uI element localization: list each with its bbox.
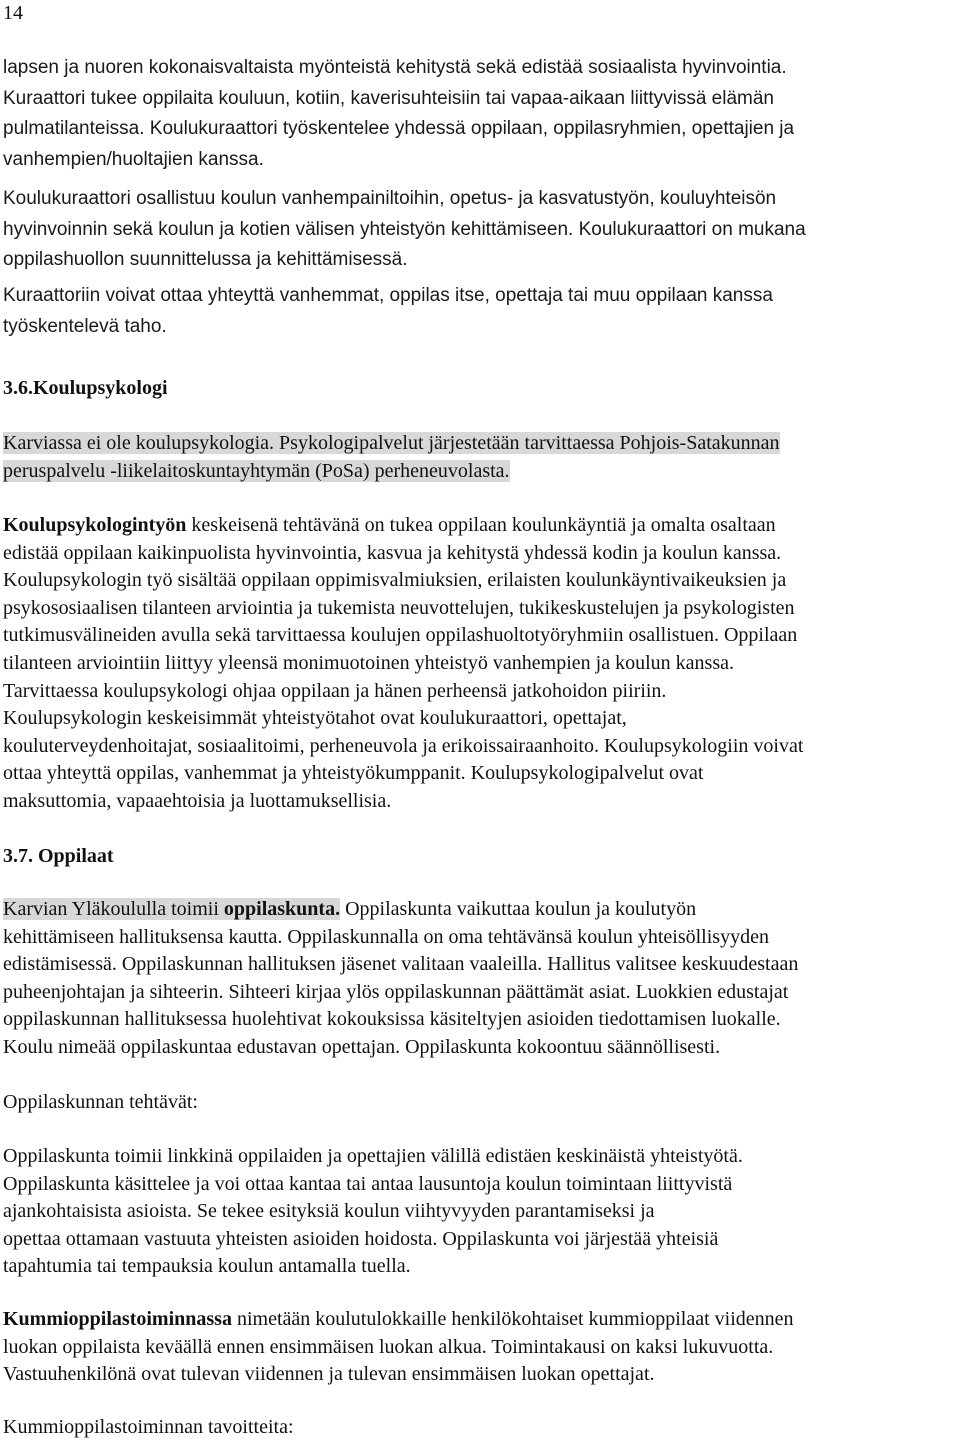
oppilaskunta-tasks-paragraph: Oppilaskunta toimii linkkinä oppilaiden ja opettajien välillä edistäen keskinäistä yhteistyötä. Oppilaskunta käsittelee ja voi ottaa kantaa tai antaa lausuntoja koulun toimintaan liittyvistä ajankohtaisista asioista. Se tekee esityksiä koulun viihtyvyyden parantamiseksi ja opettaa ottamaan vastuuta yhteisten asioiden hoidosta. Oppilaskunta voi järjestää yhteisiä tapahtumia tai tempauksia koulun antamalla tuella. <box>3 1145 743 1278</box>
kummioppilas-paragraph: Kummioppilastoiminnassa nimetään koulutulokkaille henkilökohtaiset kummioppilaat viidennen luokan oppilaista keväällä ennen ensimmäisen luokan alkua. Toimintakausi on kaksi lukuvuotta. Vastuuhenkilönä ovat tulevan viidennen ja tulevan ensimmäisen luokan opettajat. <box>3 1308 794 1386</box>
oppilaskunta-paragraph: Karvian Yläkoululla toimii oppilaskunta. Oppilaskunta vaikuttaa koulun ja koulutyön kehittämiseen hallituksensa kautta. Oppilaskunnalla on oma tehtävänsä koulun yhteisöllisyyden edistämisessä. Oppilaskunnan hallituksen jäsenet valitaan vaaleilla. Hallitus valitsee keskuudestaan puheenjohtajan ja sihteerin. Sihteeri kirjaa ylös oppilaskunnan päättämät asiat. Luokkien edustajat oppilaskunnan hallituksessa huolehtivat kokouksissa käsiteltyjen asioiden tiedottamisen luokalle. Koulu nimeää oppilaskuntaa edustavan opettajan. Oppilaskunta kokoontuu säännöllisesti. <box>3 898 799 1058</box>
oppilaskunta-tasks-heading: Oppilaskunnan tehtävät: <box>3 1091 198 1113</box>
koulupsykologi-highlighted-note: Karviassa ei ole koulupsykologia. Psykologipalvelut järjestetään tarvittaessa Pohjois-Satakunnan peruspalvelu -liikelaitoskuntayhtymän (PoSa) perheneuvolasta. <box>3 432 780 482</box>
section-heading-oppilaat: 3.7. Oppilaat <box>3 845 114 867</box>
page-number: 14 <box>3 2 23 24</box>
kuraattori-paragraph-2: Koulukuraattori osallistuu koulun vanhempainiltoihin, opetus- ja kasvatustyön, kouluyhteisön hyvinvoinnin sekä koulun ja kotien välisen yhteistyön kehittämiseen. Koulukuraattori on mukana oppilashuollon suunnittelussa ja kehittämisessä. <box>3 188 806 270</box>
koulupsykologi-body: Koulupsykologintyön keskeisenä tehtävänä on tukea oppilaan koulunkäyntiä ja omalta osaltaan edistää oppilaan kaikinpuolista hyvinvointia, kasvua ja kehitystä yhdessä kodin ja koulun kanssa. Koulupsykologin työ sisältää oppilaan oppimisvalmiuksien, erilaisten koulunkäyntivaikeuksien ja psykososiaalisen tilanteen arviointia ja tukemista neuvottelujen, tukikeskustelujen ja psykologisten tutkimusvälineiden avulla sekä tarvittaessa koulujen oppilashuoltotyöryhmiin osallistuen. Oppilaan tilanteen arviointiin liittyy yleensä monimuotoinen yhteistyö vanhempien ja koulun kanssa. Tarvittaessa koulupsykologi ohjaa oppilaan ja hänen perheensä jatkohoidon piiriin. Koulupsykologin keskeisimmät yhteistyötahot ovat koulukuraattori, opettajat, kouluterveydenhoitajat, sosiaalitoimi, perheneuvola ja erikoissairaanhoito. Koulupsykologiin voivat ottaa yhteyttä oppilas, vanhemmat ja yhteistyökumppanit. Koulupsykologipalvelut ovat maksuttomia, vapaaehtoisia ja luottamuksellisia. <box>3 514 804 812</box>
kummioppilas-goals-heading: Kummioppilastoiminnan tavoitteita: <box>3 1416 294 1438</box>
kuraattori-paragraph-1: lapsen ja nuoren kokonaisvaltaista myönteistä kehitystä sekä edistää sosiaalista hyvinvointia. Kuraattori tukee oppilaita kouluun, kotiin, kaverisuhteisiin tai vapaa-aikaan liittyvissä elämän pulmatilanteissa. Koulukuraattori työskentelee yhdessä oppilaan, oppilasryhmien, opettajien ja vanhempien/huoltajien kanssa. <box>3 57 795 170</box>
kuraattori-paragraph-3: Kuraattoriin voivat ottaa yhteyttä vanhemmat, oppilas itse, opettaja tai muu oppilaan kanssa työskentelevä taho. <box>3 285 773 337</box>
section-heading-koulupsykologi: 3.6.Koulupsykologi <box>3 377 168 399</box>
